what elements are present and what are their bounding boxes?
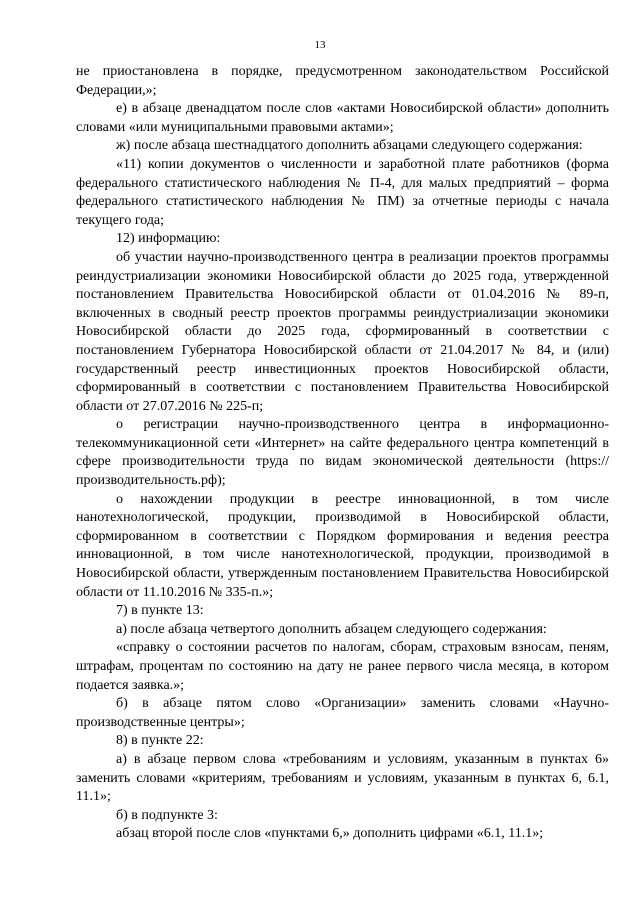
page-number: 13 xyxy=(314,39,326,51)
paragraph: б) в абзаце пятом слово «Организации» заменить словами «Научно-производственные центры»; xyxy=(76,696,609,730)
paragraph: 8) в пункте 22: xyxy=(116,733,204,749)
paragraph: 12) информацию: xyxy=(116,231,221,247)
paragraph: 7) в пункте 13: xyxy=(116,603,204,619)
paragraph: «справку о состоянии расчетов по налогам, сборам, страховым взносам, пеням, штрафам, процентам по состоянию на дату не ранее первого числа месяца, в котором подается заявка.»; xyxy=(76,640,609,693)
paragraph: о нахождении продукции в реестре инновационной, в том числе нанотехнологической, продукции, производимой в Новосибирской области, сформированном в соответствии с Порядком формирования и ведения реестра инновационной, в том числе нанотехнологической, продукции, производимой в Новосибирской области, утвержденным постановлением Правительства Новосибирской области от 11.10.2016 № 335-п.»; xyxy=(76,491,609,600)
paragraph: не приостановлена в порядке, предусмотренном законодательством Российской Федерации,»; xyxy=(76,64,609,98)
paragraph: ж) после абзаца шестнадцатого дополнить абзацами следующего содержания: xyxy=(116,138,583,154)
document-body xyxy=(76,63,609,844)
paragraph: абзац второй после слов «пунктами 6,» дополнить цифрами «6.1, 11.1»; xyxy=(116,826,544,842)
paragraph: а) после абзаца четвертого дополнить абзацем следующего содержания: xyxy=(116,621,547,637)
paragraph: об участии научно-производственного центра в реализации проектов программы реиндустриализации экономики Новосибирской области до 2025 года, утвержденной постановлением Правительства Новосибирской области от 01.04.2016 № 89-п, включенных в сводный реестр проектов программы реиндустриализации экономики Новосибирской области до 2025 года, сформированный в соответствии с постановлением Губернатора Новосибирской области от 21.04.2017 № 84, и (или) государственный реестр инвестиционных проектов Новосибирской области, сформированный в соответствии с постановлением Правительства Новосибирской области от 27.07.2016 № 225-п; xyxy=(76,249,609,414)
paragraph: е) в абзаце двенадцатом после слов «актами Новосибирской области» дополнить словами «или муниципальными правовыми актами»; xyxy=(76,101,609,135)
paragraph: б) в подпункте 3: xyxy=(116,807,218,823)
paragraph: о регистрации научно-производственного центра в информационно-телекоммуникационной сети «Интернет» на сайте федерального центра компетенций в сфере производительности труда по видам экономической деятельности (https://производительность.рф); xyxy=(76,417,609,489)
paragraph: а) в абзаце первом слова «требованиям и условиям, указанным в пунктах 6» заменить словами «критериям, требованиям и условиям, указанным в пунктах 6, 6.1, 11.1»; xyxy=(76,751,609,805)
paragraph: «11) копии документов о численности и заработной плате работников (форма федерального статистического наблюдения № П-4, для малых предприятий – форма федерального статистического наблюдения № ПМ) за отчетные периоды с начала текущего года; xyxy=(76,156,609,228)
